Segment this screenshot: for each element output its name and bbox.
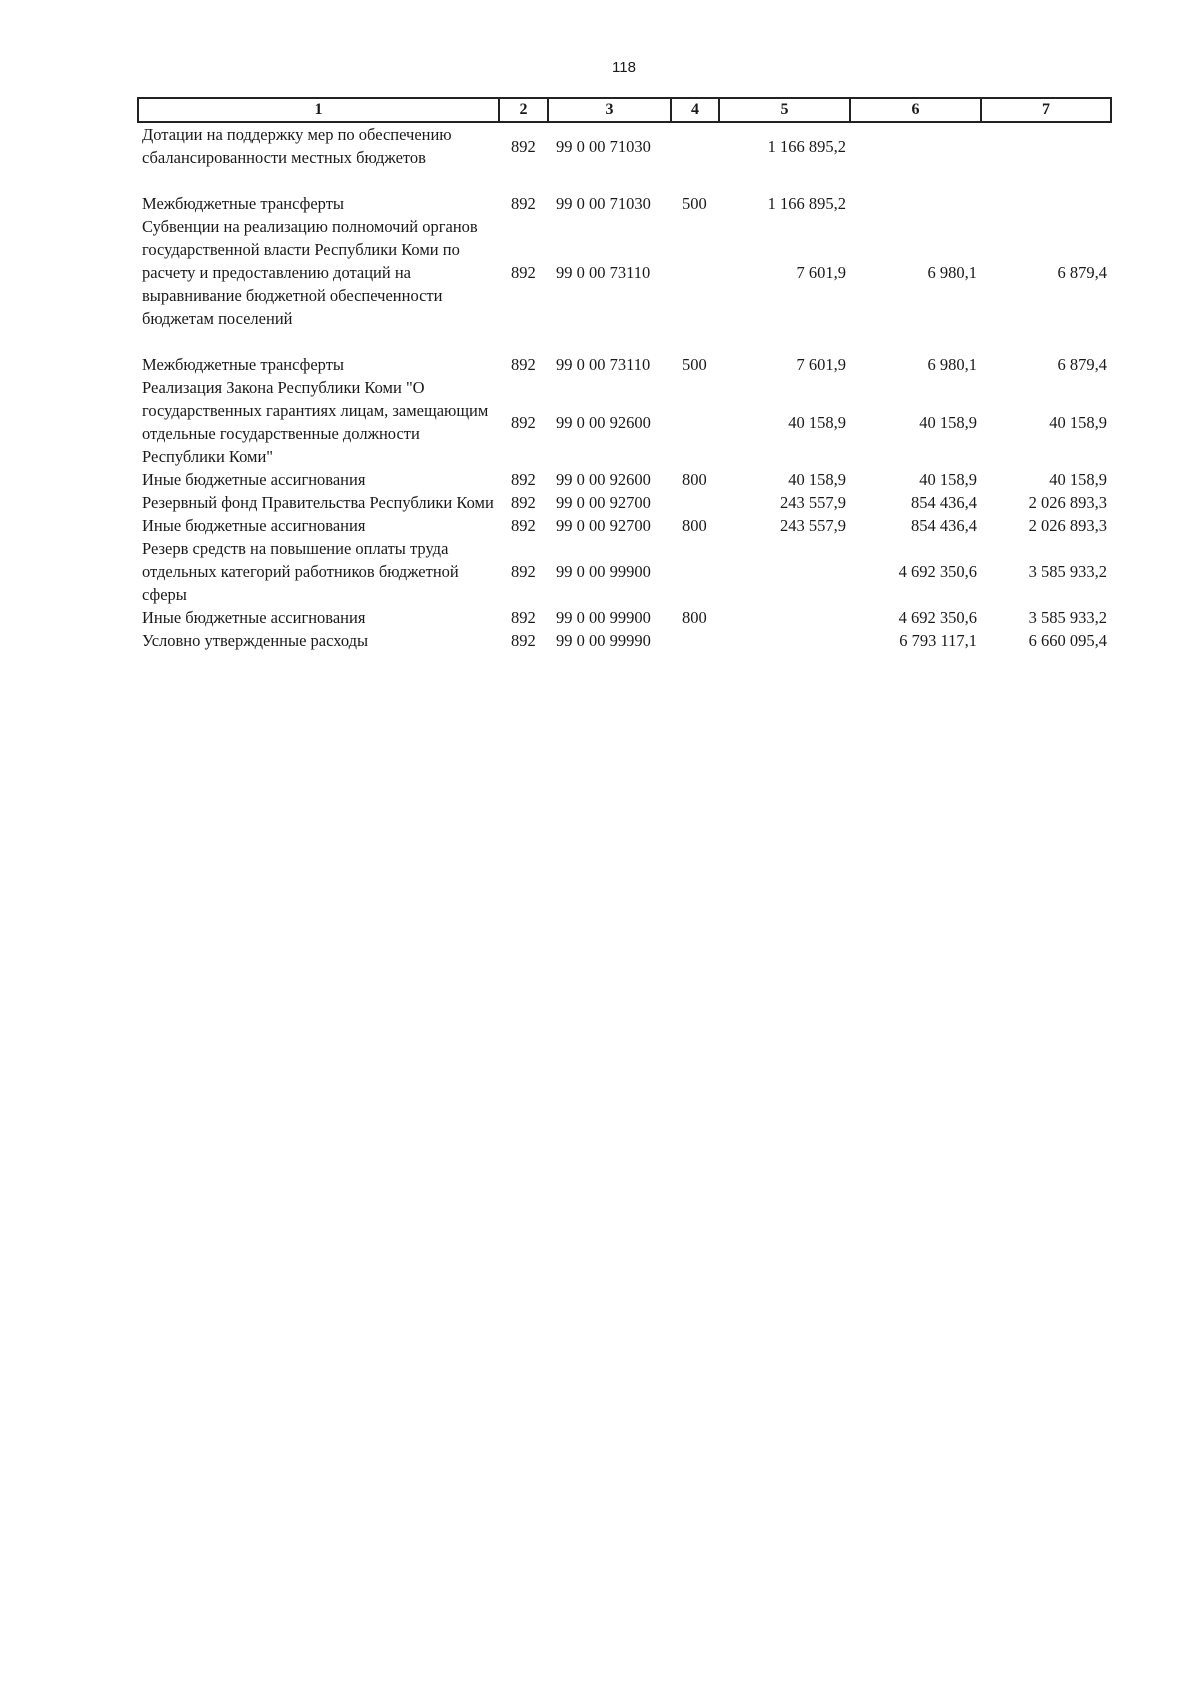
row-col3: 99 0 00 73110 <box>556 355 651 374</box>
row-col2: 892 <box>511 194 536 213</box>
row-col2: 892 <box>511 562 536 581</box>
row-col4: 800 <box>682 516 707 535</box>
row-col3: 99 0 00 92700 <box>556 516 651 535</box>
row-col4 <box>671 215 719 353</box>
column-header-3: 3 <box>548 98 671 122</box>
row-col4 <box>671 629 719 652</box>
row-col3: 99 0 00 99990 <box>556 631 651 650</box>
row-col7: 6 879,4 <box>1057 355 1107 374</box>
row-col6: 6 980,1 <box>927 263 977 282</box>
page-number: 118 <box>612 59 636 76</box>
row-name: Иные бюджетные ассигнования <box>142 470 366 489</box>
row-col3: 99 0 00 92700 <box>556 493 651 512</box>
row-col2: 892 <box>511 631 536 650</box>
row-col6: 854 436,4 <box>911 516 977 535</box>
table-row <box>138 606 1111 629</box>
row-col5: 243 557,9 <box>780 493 846 512</box>
row-col6 <box>850 122 981 192</box>
row-col7: 2 026 893,3 <box>1028 516 1107 535</box>
row-col7: 2 026 893,3 <box>1028 493 1107 512</box>
row-col4 <box>671 122 719 192</box>
row-col5 <box>719 606 850 629</box>
row-name: Межбюджетные трансферты <box>142 355 345 374</box>
row-col7: 40 158,9 <box>1049 412 1107 432</box>
row-col4 <box>671 491 719 514</box>
table-row <box>138 468 1111 491</box>
row-col4 <box>671 376 719 468</box>
row-col5: 1 166 895,2 <box>767 136 846 156</box>
table-header <box>138 98 1111 122</box>
row-name: Реализация Закона Республики Коми "О государственных гарантиях лицам, замещающим отдельные государственные должности Республики Коми" <box>142 378 489 466</box>
row-col2: 892 <box>511 355 536 374</box>
row-col3: 99 0 00 71030 <box>556 136 651 156</box>
row-col3: 99 0 00 99900 <box>556 608 651 627</box>
row-col6 <box>850 192 981 215</box>
table-body <box>138 122 1111 652</box>
row-col6: 40 158,9 <box>919 412 977 432</box>
column-header-6: 6 <box>850 98 981 122</box>
row-col2: 892 <box>511 263 536 282</box>
table-row <box>138 215 1111 353</box>
row-col2: 892 <box>511 608 536 627</box>
row-col6: 40 158,9 <box>919 470 977 489</box>
row-name: Резервный фонд Правительства Республики Коми <box>142 493 494 512</box>
row-col6: 6 793 117,1 <box>899 631 977 650</box>
row-col5: 40 158,9 <box>788 412 846 432</box>
row-col3: 99 0 00 73110 <box>556 263 651 282</box>
row-col6: 4 692 350,6 <box>898 608 977 627</box>
row-name: Субвенции на реализацию полномочий органов государственной власти Республики Коми по расчету и предоставлению дотаций на выравнивание бюджетной обеспеченности бюджетам поселений <box>142 217 478 328</box>
row-name: Дотации на поддержку мер по обеспечению сбалансированности местных бюджетов <box>142 125 452 167</box>
row-col4 <box>671 537 719 606</box>
row-col5 <box>719 537 850 606</box>
row-col6: 854 436,4 <box>911 493 977 512</box>
column-header-5: 5 <box>719 98 850 122</box>
row-col5: 7 601,9 <box>796 263 846 282</box>
row-name: Условно утвержденные расходы <box>142 631 369 650</box>
row-col2: 892 <box>511 136 536 156</box>
row-col5: 243 557,9 <box>780 516 846 535</box>
budget-table-container <box>137 97 1110 652</box>
row-col6: 6 980,1 <box>927 355 977 374</box>
row-col2: 892 <box>511 493 536 512</box>
row-col7: 3 585 933,2 <box>1028 562 1107 581</box>
column-header-2: 2 <box>499 98 548 122</box>
row-col2: 892 <box>511 516 536 535</box>
row-col7 <box>981 122 1111 192</box>
table-row <box>138 192 1111 215</box>
row-col5 <box>719 629 850 652</box>
row-col7: 40 158,9 <box>1049 470 1107 489</box>
row-col3: 99 0 00 99900 <box>556 562 651 581</box>
row-col3: 99 0 00 71030 <box>556 194 651 213</box>
row-name: Иные бюджетные ассигнования <box>142 608 366 627</box>
row-col5: 40 158,9 <box>788 470 846 489</box>
row-col5: 1 166 895,2 <box>767 194 846 213</box>
row-name: Межбюджетные трансферты <box>142 194 345 213</box>
table-row <box>138 537 1111 606</box>
table-row <box>138 376 1111 468</box>
row-col4: 500 <box>682 355 707 374</box>
row-name: Резерв средств на повышение оплаты труда отдельных категорий работников бюджетной сферы <box>142 539 459 604</box>
table-row <box>138 122 1111 192</box>
row-col2: 892 <box>511 470 536 489</box>
budget-table <box>137 97 1112 652</box>
row-col7: 6 660 095,4 <box>1028 631 1107 650</box>
table-row <box>138 353 1111 376</box>
row-name: Иные бюджетные ассигнования <box>142 516 366 535</box>
row-col4: 500 <box>682 194 707 213</box>
row-col6: 4 692 350,6 <box>898 562 977 581</box>
row-col7 <box>981 192 1111 215</box>
column-header-4: 4 <box>671 98 719 122</box>
row-col4: 800 <box>682 608 707 627</box>
row-col4: 800 <box>682 470 707 489</box>
column-header-1: 1 <box>138 98 499 122</box>
table-row <box>138 491 1111 514</box>
row-col3: 99 0 00 92600 <box>556 470 651 489</box>
row-col3: 99 0 00 92600 <box>556 412 651 432</box>
column-header-7: 7 <box>981 98 1111 122</box>
row-col7: 6 879,4 <box>1057 263 1107 282</box>
header-row <box>138 98 1111 122</box>
row-col5: 7 601,9 <box>796 355 846 374</box>
row-col2: 892 <box>511 412 536 432</box>
table-row <box>138 629 1111 652</box>
row-col7: 3 585 933,2 <box>1028 608 1107 627</box>
table-row <box>138 514 1111 537</box>
